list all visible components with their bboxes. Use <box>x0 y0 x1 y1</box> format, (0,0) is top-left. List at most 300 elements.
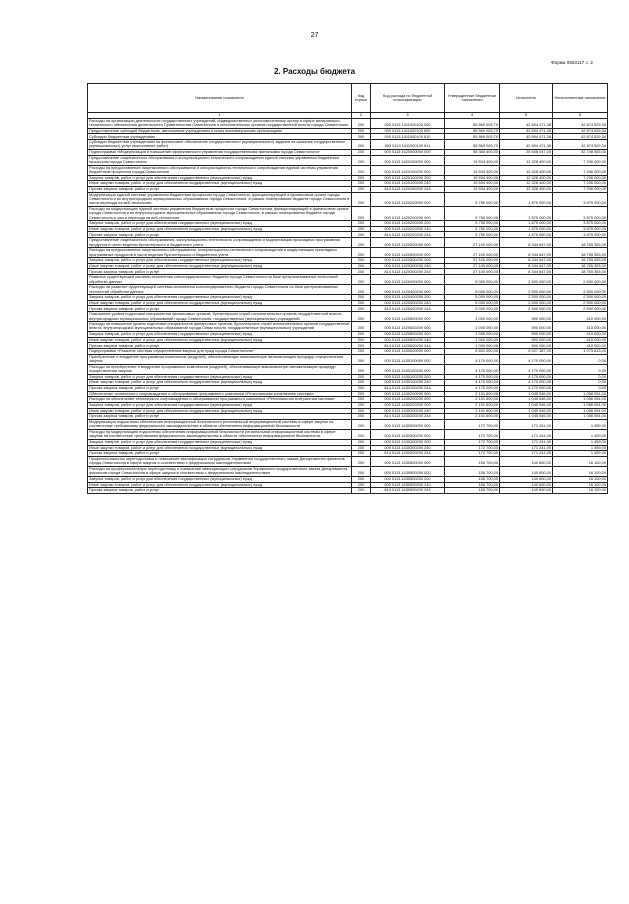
row-unexecuted: 1 056 054,00 <box>553 414 608 420</box>
row-name: Прочая закупка товаров, работ и услуг <box>88 451 352 457</box>
table-row <box>88 322 608 332</box>
row-unexecuted: 42 874 529,34 <box>553 128 608 134</box>
row-name: Расходы на организацию деятельности государственных учреждений, подведомственных уполномоченному органу в сфере материально-технического обеспечения деятельности Правительства Севастополя и исполнительных органов государственной власти города Севастополя <box>88 118 352 128</box>
row-name: Модернизация единой системы управления бюджетным процессом города Севастополя, функционирующей в финансовом органе города Севастополя и во внутригородских муниципальных образованиях города Севастополя, в рамках планирования бюджета города Севастополя в части перехода на веб-технологии <box>88 192 352 206</box>
row-line-code: 200 <box>352 408 371 414</box>
row-name: Подпрограмма «Развитие системы осуществления закупок для нужд города Севастополя» <box>88 348 352 354</box>
row-executed: 4 170 000,00 <box>500 374 553 380</box>
row-approved: 2 101 600,00 <box>445 408 500 414</box>
header-line-code: Код строки <box>352 84 371 113</box>
row-unexecuted: 7 206 000,00 <box>553 181 608 187</box>
table-row <box>88 238 608 248</box>
row-approved: 5 000 000,00 <box>445 285 500 295</box>
row-unexecuted: 1 056 054,00 <box>553 408 608 414</box>
header-classification-code: Код расхода по бюджетной классификации <box>371 84 445 113</box>
row-unexecuted: 18 755 353,00 <box>553 238 608 248</box>
table-row <box>88 192 608 206</box>
row-line-code: 200 <box>352 221 371 227</box>
row-executed: 2 500 000,00 <box>500 275 553 285</box>
row-executed: 42 694 471,36 <box>500 128 553 134</box>
row-unexecuted: 410 000,00 <box>553 343 608 349</box>
row-line-code: 200 <box>352 285 371 295</box>
header-approved: Утвержденные бюджетные назначения <box>445 84 500 113</box>
row-unexecuted: 18 755 353,00 <box>553 248 608 258</box>
row-executed: 140 600,00 <box>500 456 553 466</box>
row-approved: 19 534 400,00 <box>445 165 500 175</box>
row-executed: 171 241,00 <box>500 445 553 451</box>
section-title: 2. Расходы бюджета <box>273 67 356 76</box>
row-executed: 1 875 000,00 <box>500 192 553 206</box>
row-approved: 1 000 000,00 <box>445 322 500 332</box>
row-name: Прочая закупка товаров, работ и услуг <box>88 269 352 275</box>
row-unexecuted: 3 875 000,00 <box>553 232 608 238</box>
row-line-code: 200 <box>352 128 371 134</box>
row-classification-code: 000 0113 1411000100 000 <box>371 118 445 128</box>
row-name: Иные закупки товаров, работ и услуг для обеспечения государственных (муниципальных) нужд <box>88 226 352 232</box>
table-row <box>88 165 608 175</box>
row-approved: 1 000 000,00 <box>445 337 500 343</box>
row-approved: 27 100 000,00 <box>445 258 500 264</box>
row-line-code: 200 <box>352 451 371 457</box>
row-unexecuted: 16 100,00 <box>553 482 608 488</box>
row-unexecuted: 42 874 529,34 <box>553 134 608 140</box>
row-executed: 171 241,00 <box>500 419 553 429</box>
row-name: Расходы на предоставление лицензионного обслуживания, консультационно-технического сопровождения и модернизацию прикладных программных продуктов в части ведения бухгалтерского и бюджетного учета <box>88 248 352 258</box>
row-unexecuted: 2 500 000,00 <box>553 300 608 306</box>
row-approved: 19 534 400,00 <box>445 175 500 181</box>
row-classification-code: 000 0113 1430300200 240 <box>371 445 445 451</box>
table-row <box>88 354 608 364</box>
row-unexecuted: 2 500 000,00 <box>553 295 608 301</box>
row-unexecuted: 1 056 054,00 <box>553 391 608 397</box>
row-classification-code: 000 0113 1430100000 000 <box>371 354 445 364</box>
form-reference: Форма 0503117 с. 2 <box>551 60 593 65</box>
row-executed: 590 000,00 <box>500 343 553 349</box>
row-classification-code: 000 0113 1430200200 200 <box>371 402 445 408</box>
row-line-code: 200 <box>352 206 371 220</box>
row-unexecuted: 32 746 353,00 <box>553 149 608 155</box>
row-executed: 1 875 000,00 <box>500 232 553 238</box>
row-classification-code: 000 0113 1420200200 240 <box>371 226 445 232</box>
header-name: Наименование показателя <box>88 84 352 113</box>
row-line-code: 200 <box>352 306 371 312</box>
row-line-code: 200 <box>352 192 371 206</box>
column-number: 1 <box>88 113 352 118</box>
table-row <box>88 456 608 466</box>
row-line-code: 200 <box>352 337 371 343</box>
row-line-code: 200 <box>352 238 371 248</box>
row-classification-code: 000 0113 1430100200 240 <box>371 380 445 386</box>
row-unexecuted: 7 206 000,00 <box>553 175 608 181</box>
row-classification-code: 000 0113 1420400200 200 <box>371 295 445 301</box>
row-classification-code: 000 0113 1430000000 000 <box>371 348 445 354</box>
row-approved: 172 700,00 <box>445 451 500 457</box>
row-unexecuted: 18 755 353,00 <box>553 269 608 275</box>
row-line-code: 200 <box>352 419 371 429</box>
row-approved: 156 700,00 <box>445 476 500 482</box>
row-name: Закупка товаров, работ и услуг для обеспечения государственных (муниципальных) нужд <box>88 258 352 264</box>
row-line-code: 200 <box>352 482 371 488</box>
row-executed: 12 328 400,00 <box>500 155 553 165</box>
row-classification-code: 000 0113 1430500200 000 <box>371 466 445 476</box>
row-line-code: 200 <box>352 275 371 285</box>
row-classification-code: 000 0113 1420200200 200 <box>371 221 445 227</box>
row-unexecuted: 16 100,00 <box>553 488 608 494</box>
row-unexecuted: 7 206 000,00 <box>553 165 608 175</box>
table-row <box>88 285 608 295</box>
row-classification-code: 000 0113 1420100200 000 <box>371 165 445 175</box>
row-classification-code: 000 0113 1420300200 000 <box>371 248 445 258</box>
row-classification-code: 000 0113 1430300200 000 <box>371 429 445 439</box>
row-executed: 1 045 546,00 <box>500 391 553 397</box>
column-number: 6 <box>553 113 608 118</box>
row-name: Прочая закупка товаров, работ и услуг <box>88 488 352 494</box>
row-approved: 2 101 600,00 <box>445 397 500 403</box>
row-classification-code: 000 0113 1420300200 240 <box>371 263 445 269</box>
row-name: Профессиональная переподготовка и повышение квалификации сотрудников Управления государственного заказа Департамента финансов города Севастополя в сфере закупок в соответствии с федеральным законодательством <box>88 456 352 466</box>
table-row <box>88 488 608 494</box>
column-number: 3 <box>371 113 445 118</box>
row-approved: 172 700,00 <box>445 429 500 439</box>
row-unexecuted: 42 874 529,34 <box>553 139 608 149</box>
row-name: Иные закупки товаров, работ и услуг для обеспечения государственных (муниципальных) нужд <box>88 408 352 414</box>
row-name: Развитие существующей системы исполнения консолидированного бюджета города Севастополя на базе централизованных технологий обработки данных <box>88 275 352 285</box>
row-executed: 2 500 000,00 <box>500 300 553 306</box>
row-line-code: 200 <box>352 456 371 466</box>
row-approved: 27 100 000,00 <box>445 263 500 269</box>
row-executed: 2 500 000,00 <box>500 306 553 312</box>
row-name: Иные закупки товаров, работ и услуг для обеспечения государственных (муниципальных) нужд <box>88 482 352 488</box>
row-approved: 2 101 600,00 <box>445 391 500 397</box>
row-name: Прочая закупка товаров, работ и услуг <box>88 232 352 238</box>
row-classification-code: 814 0113 1430300200 244 <box>371 451 445 457</box>
row-executed: 4 170 000,00 <box>500 385 553 391</box>
table-row <box>88 312 608 322</box>
row-approved: 2 101 600,00 <box>445 414 500 420</box>
row-line-code: 200 <box>352 139 371 149</box>
row-classification-code: 000 0113 1430100200 000 <box>371 364 445 374</box>
row-name: Иные закупки товаров, работ и услуг для обеспечения государственных (муниципальных) нужд <box>88 300 352 306</box>
row-classification-code: 000 0113 1430200200 000 <box>371 397 445 403</box>
header-unexecuted: Неисполненные назначения <box>553 84 608 113</box>
row-unexecuted: 18 755 353,00 <box>553 258 608 264</box>
row-approved: 5 000 000,00 <box>445 275 500 285</box>
row-approved: 85 569 003,70 <box>445 134 500 140</box>
row-line-code: 200 <box>352 414 371 420</box>
row-line-code: 200 <box>352 322 371 332</box>
row-unexecuted: 16 100,00 <box>553 456 608 466</box>
row-executed: 1 875 000,00 <box>500 206 553 220</box>
row-line-code: 200 <box>352 300 371 306</box>
row-classification-code: 000 0113 1430300000 000 <box>371 419 445 429</box>
row-classification-code: 000 0113 1411000100 610 <box>371 134 445 140</box>
row-name: Расходы на предоставление лицензионного обслуживания и консультационно-технического сопровождения единой системы управления бюджетным процессом города Севастополя <box>88 165 352 175</box>
row-classification-code: 814 0113 1430500200 244 <box>371 488 445 494</box>
row-classification-code: 000 0113 1430200200 240 <box>371 408 445 414</box>
row-unexecuted: 1 459,00 <box>553 429 608 439</box>
table-row <box>88 466 608 476</box>
row-unexecuted: 3 875 000,00 <box>553 221 608 227</box>
row-unexecuted: 18 755 353,00 <box>553 263 608 269</box>
row-unexecuted: 1 459,00 <box>553 445 608 451</box>
row-unexecuted: 1 459,00 <box>553 419 608 429</box>
row-approved: 27 100 000,00 <box>445 248 500 258</box>
column-number: 5 <box>500 113 553 118</box>
row-line-code: 200 <box>352 385 371 391</box>
row-executed: 1 045 546,00 <box>500 414 553 420</box>
row-name: Подпрограмма «Модернизация и повышение эффективности управления государственными финансами города Севастополя» <box>88 149 352 155</box>
row-approved: 5 000 000,00 <box>445 306 500 312</box>
row-classification-code: 000 0113 1430500200 200 <box>371 476 445 482</box>
row-classification-code: 000 0113 1420600200 240 <box>371 337 445 343</box>
header-executed: Исполнено <box>500 84 553 113</box>
row-executed: 1 875 000,00 <box>500 221 553 227</box>
row-classification-code: 000 0113 1420100200 240 <box>371 181 445 187</box>
row-unexecuted: 1 459,00 <box>553 439 608 445</box>
row-approved: 19 534 400,00 <box>445 155 500 165</box>
row-executed: 590 000,00 <box>500 337 553 343</box>
table-row <box>88 248 608 258</box>
row-classification-code: 814 0113 1430200200 244 <box>371 414 445 420</box>
row-line-code: 200 <box>352 348 371 354</box>
row-classification-code: 000 0113 1420100000 000 <box>371 155 445 165</box>
row-executed: 42 694 471,36 <box>500 139 553 149</box>
row-classification-code: 000 0113 1420200200 000 <box>371 206 445 220</box>
row-approved: 4 170 000,00 <box>445 364 500 374</box>
row-executed: 8 344 647,00 <box>500 248 553 258</box>
row-name: Закупка товаров, работ и услуг для обеспечения государственных (муниципальных) нужд <box>88 331 352 337</box>
row-classification-code: 814 0113 1430100200 244 <box>371 385 445 391</box>
row-approved: 85 569 003,70 <box>445 139 500 149</box>
row-name: Предоставление лицензионного обслуживания и консультационно-технического сопровождения единой системы управления бюджетным процессом города Севастополя <box>88 155 352 165</box>
row-unexecuted: 1 056 054,00 <box>553 402 608 408</box>
row-approved: 156 700,00 <box>445 466 500 476</box>
row-approved: 5 000 000,00 <box>445 295 500 301</box>
row-classification-code: 000 0113 1430500000 000 <box>371 456 445 466</box>
row-executed: 4 170 000,00 <box>500 364 553 374</box>
table-body <box>88 118 608 493</box>
row-classification-code: 000 0113 1430200000 000 <box>371 391 445 397</box>
row-line-code: 200 <box>352 397 371 403</box>
row-line-code: 200 <box>352 118 371 128</box>
row-approved: 85 569 003,70 <box>445 118 500 128</box>
table-row <box>88 364 608 374</box>
row-executed: 8 344 647,00 <box>500 238 553 248</box>
row-name: Прочая закупка товаров, работ и услуг <box>88 306 352 312</box>
row-line-code: 200 <box>352 476 371 482</box>
row-classification-code: 000 0113 1420600000 000 <box>371 312 445 322</box>
row-line-code: 200 <box>352 226 371 232</box>
row-executed: 12 328 400,00 <box>500 175 553 181</box>
row-unexecuted: 2 500 000,00 <box>553 306 608 312</box>
expenses-table <box>87 83 608 494</box>
row-name: Закупка товаров, работ и услуг для обеспечения государственных (муниципальных) нужд <box>88 221 352 227</box>
row-line-code: 200 <box>352 343 371 349</box>
row-executed: 25 638 047,00 <box>500 149 553 155</box>
row-unexecuted: 1 459,00 <box>553 451 608 457</box>
row-classification-code: 814 0113 1420100200 244 <box>371 186 445 192</box>
row-approved: 5 000 000,00 <box>445 300 500 306</box>
row-classification-code: 000 0113 1430500200 240 <box>371 482 445 488</box>
row-classification-code: 000 0113 1420400200 000 <box>371 285 445 295</box>
row-executed: 2 500 000,00 <box>500 295 553 301</box>
row-unexecuted: 1 056 054,00 <box>553 397 608 403</box>
row-line-code: 200 <box>352 466 371 476</box>
row-approved: 156 700,00 <box>445 482 500 488</box>
row-unexecuted: 3 875 000,00 <box>553 206 608 220</box>
row-name: Расходы на модернизацию единой системы управления бюджетным процессом города Севастополя, функционирующей в финансовом органе города Севастополя и во внутригородских муниципальных образованиях города Севастополя, в рамках планирования бюджета города Севастополя в части перехода на веб-технологии <box>88 206 352 220</box>
row-approved: 172 700,00 <box>445 445 500 451</box>
row-approved: 58 384 400,00 <box>445 149 500 155</box>
row-unexecuted: 7 206 000,00 <box>553 155 608 165</box>
row-unexecuted: 2 500 000,00 <box>553 285 608 295</box>
row-classification-code: 000 0113 1420400000 000 <box>371 275 445 285</box>
row-line-code: 200 <box>352 429 371 439</box>
row-name: Закупка товаров, работ и услуг для обеспечения государственных (муниципальных) нужд <box>88 295 352 301</box>
row-classification-code: 814 0113 1420600200 244 <box>371 343 445 349</box>
row-executed: 590 000,00 <box>500 312 553 322</box>
row-approved: 2 101 600,00 <box>445 402 500 408</box>
row-executed: 1 875 000,00 <box>500 226 553 232</box>
row-classification-code: 000 0113 1430100200 200 <box>371 374 445 380</box>
row-approved: 27 100 000,00 <box>445 269 500 275</box>
row-name: Расходы на повышение уровня подготовки специалистов финансовых органов, бухгалтерских служб исполнительных органов государственной власти, внутригородских муниципальных образований города Севастополя, государственных (муниципальных) учреждений <box>88 322 352 332</box>
row-unexecuted: 0,00 <box>553 385 608 391</box>
row-approved: 172 700,00 <box>445 439 500 445</box>
row-line-code: 200 <box>352 354 371 364</box>
row-classification-code: 000 0113 1420300000 000 <box>371 238 445 248</box>
column-number: 4 <box>445 113 500 118</box>
row-approved: 1 000 000,00 <box>445 312 500 322</box>
row-name: Иные закупки товаров, работ и услуг для обеспечения государственных (муниципальных) нужд <box>88 380 352 386</box>
row-executed: 590 000,00 <box>500 331 553 337</box>
row-name: Прочая закупка товаров, работ и услуг <box>88 186 352 192</box>
row-classification-code: 000 0113 1420100200 200 <box>371 175 445 181</box>
row-classification-code: 000 0113 1420600200 200 <box>371 331 445 337</box>
row-approved: 1 000 000,00 <box>445 331 500 337</box>
table-row <box>88 429 608 439</box>
row-unexecuted: 3 875 000,00 <box>553 226 608 232</box>
row-name: Прочая закупка товаров, работ и услуг <box>88 414 352 420</box>
table-header-row <box>88 84 608 113</box>
row-line-code: 200 <box>352 232 371 238</box>
row-classification-code: 000 0113 1420600200 000 <box>371 322 445 332</box>
row-unexecuted: 3 875 000,00 <box>553 192 608 206</box>
row-executed: 171 241,00 <box>500 429 553 439</box>
row-approved: 4 170 000,00 <box>445 385 500 391</box>
table-row <box>88 139 608 149</box>
row-executed: 8 344 647,00 <box>500 258 553 264</box>
row-executed: 171 241,00 <box>500 439 553 445</box>
row-line-code: 200 <box>352 364 371 374</box>
row-line-code: 200 <box>352 374 371 380</box>
row-executed: 140 600,00 <box>500 466 553 476</box>
row-name: Модернизация подсистемы обеспечения информационной безопасности региональной информационной системы в сфере закупок на соответствие требованиям федерального законодательства в области обеспечения информационной безопасности <box>88 419 352 429</box>
row-approved: 156 700,00 <box>445 488 500 494</box>
row-classification-code: 814 0113 1420200200 244 <box>371 232 445 238</box>
row-executed: 171 241,00 <box>500 451 553 457</box>
row-name: Закупка товаров, работ и услуг для обеспечения государственных (муниципальных) нужд <box>88 439 352 445</box>
row-classification-code: 000 0113 1420000000 000 <box>371 149 445 155</box>
row-line-code: 200 <box>352 269 371 275</box>
row-executed: 42 694 471,36 <box>500 118 553 128</box>
row-name: Повышение уровня подготовки специалистов финансовых органов, бухгалтерских служб исполнительных органов государственной власти, внутригородских муниципальных образований города Севастополя, государственных (муниципальных) учреждений <box>88 312 352 322</box>
row-unexecuted: 7 206 000,00 <box>553 186 608 192</box>
row-approved: 27 100 000,00 <box>445 238 500 248</box>
row-approved: 5 750 000,00 <box>445 221 500 227</box>
row-name: Предоставление лицензионного обслуживания, консультационно-технического сопровождения и модернизация прикладных программных продуктов в части ведения бухгалтерского и бюджетного учета <box>88 238 352 248</box>
row-classification-code: 000 0113 1420300200 200 <box>371 258 445 264</box>
row-approved: 5 750 000,00 <box>445 226 500 232</box>
row-name: Расходы на профессиональную переподготовку и повышение квалификации сотрудников Управления государственного заказа Департамента финансов города Севастополя в сфере закупок в соответствии с федеральным законодательством <box>88 466 352 476</box>
row-unexecuted: 0,00 <box>553 354 608 364</box>
row-classification-code: 000 0113 1420400200 240 <box>371 300 445 306</box>
row-approved: 19 534 400,00 <box>445 181 500 187</box>
row-line-code: 200 <box>352 248 371 258</box>
row-line-code: 200 <box>352 155 371 165</box>
row-approved: 4 170 000,00 <box>445 374 500 380</box>
row-line-code: 200 <box>352 402 371 408</box>
row-line-code: 200 <box>352 439 371 445</box>
row-executed: 42 694 471,36 <box>500 134 553 140</box>
row-approved: 6 601 000,00 <box>445 348 500 354</box>
row-name: Иные закупки товаров, работ и услуг для обеспечения государственных (муниципальных) нужд <box>88 263 352 269</box>
row-executed: 590 000,00 <box>500 322 553 332</box>
row-executed: 12 328 400,00 <box>500 181 553 187</box>
table-row <box>88 419 608 429</box>
row-unexecuted: 410 000,00 <box>553 337 608 343</box>
row-classification-code: 853 0113 1411000100 611 <box>371 139 445 149</box>
row-name: Прочая закупка товаров, работ и услуг <box>88 385 352 391</box>
row-line-code: 200 <box>352 258 371 264</box>
row-executed: 12 328 400,00 <box>500 165 553 175</box>
row-line-code: 200 <box>352 380 371 386</box>
row-unexecuted: 42 874 529,34 <box>553 118 608 128</box>
row-line-code: 200 <box>352 165 371 175</box>
row-line-code: 200 <box>352 149 371 155</box>
row-approved: 4 170 000,00 <box>445 380 500 386</box>
row-line-code: 200 <box>352 134 371 140</box>
row-executed: 140 600,00 <box>500 476 553 482</box>
row-name: Прочая закупка товаров, работ и услуг <box>88 343 352 349</box>
row-approved: 19 534 400,00 <box>445 186 500 192</box>
table-row <box>88 155 608 165</box>
row-classification-code: 000 0113 1420200000 000 <box>371 192 445 206</box>
row-unexecuted: 0,00 <box>553 364 608 374</box>
row-unexecuted: 2 500 000,00 <box>553 275 608 285</box>
row-unexecuted: 410 000,00 <box>553 312 608 322</box>
row-name: Расходы на развитие существующей системы исполнения консолидированного бюджета города Севастополя на базе централизованных технологий обработки данных <box>88 285 352 295</box>
row-unexecuted: 16 100,00 <box>553 476 608 482</box>
row-name: Закупка товаров, работ и услуг для обеспечения государственных (муниципальных) нужд <box>88 374 352 380</box>
row-name: Иные закупки товаров, работ и услуг для обеспечения государственных (муниципальных) нужд <box>88 337 352 343</box>
row-approved: 1 000 000,00 <box>445 343 500 349</box>
row-approved: 5 750 000,00 <box>445 206 500 220</box>
row-approved: 172 700,00 <box>445 419 500 429</box>
row-classification-code: 000 0113 1430300200 200 <box>371 439 445 445</box>
row-line-code: 200 <box>352 186 371 192</box>
row-line-code: 200 <box>352 331 371 337</box>
row-executed: 12 328 400,00 <box>500 186 553 192</box>
row-executed: 4 170 000,00 <box>500 354 553 364</box>
row-line-code: 200 <box>352 295 371 301</box>
row-name: Расходы на модернизацию подсистемы обеспечения информационной безопасности региональной информационной системы в сфере закупок на соответствие требованиям федерального законодательства в области обеспечения информационной безопасности <box>88 429 352 439</box>
row-name: Приобретение и внедрение программных комплексов (модулей), обеспечивающих максимальную автоматизацию процедур осуществления закупок <box>88 354 352 364</box>
row-executed: 8 344 647,00 <box>500 263 553 269</box>
row-executed: 140 600,00 <box>500 482 553 488</box>
row-executed: 4 170 000,00 <box>500 380 553 386</box>
row-classification-code: 814 0113 1420300200 244 <box>371 269 445 275</box>
